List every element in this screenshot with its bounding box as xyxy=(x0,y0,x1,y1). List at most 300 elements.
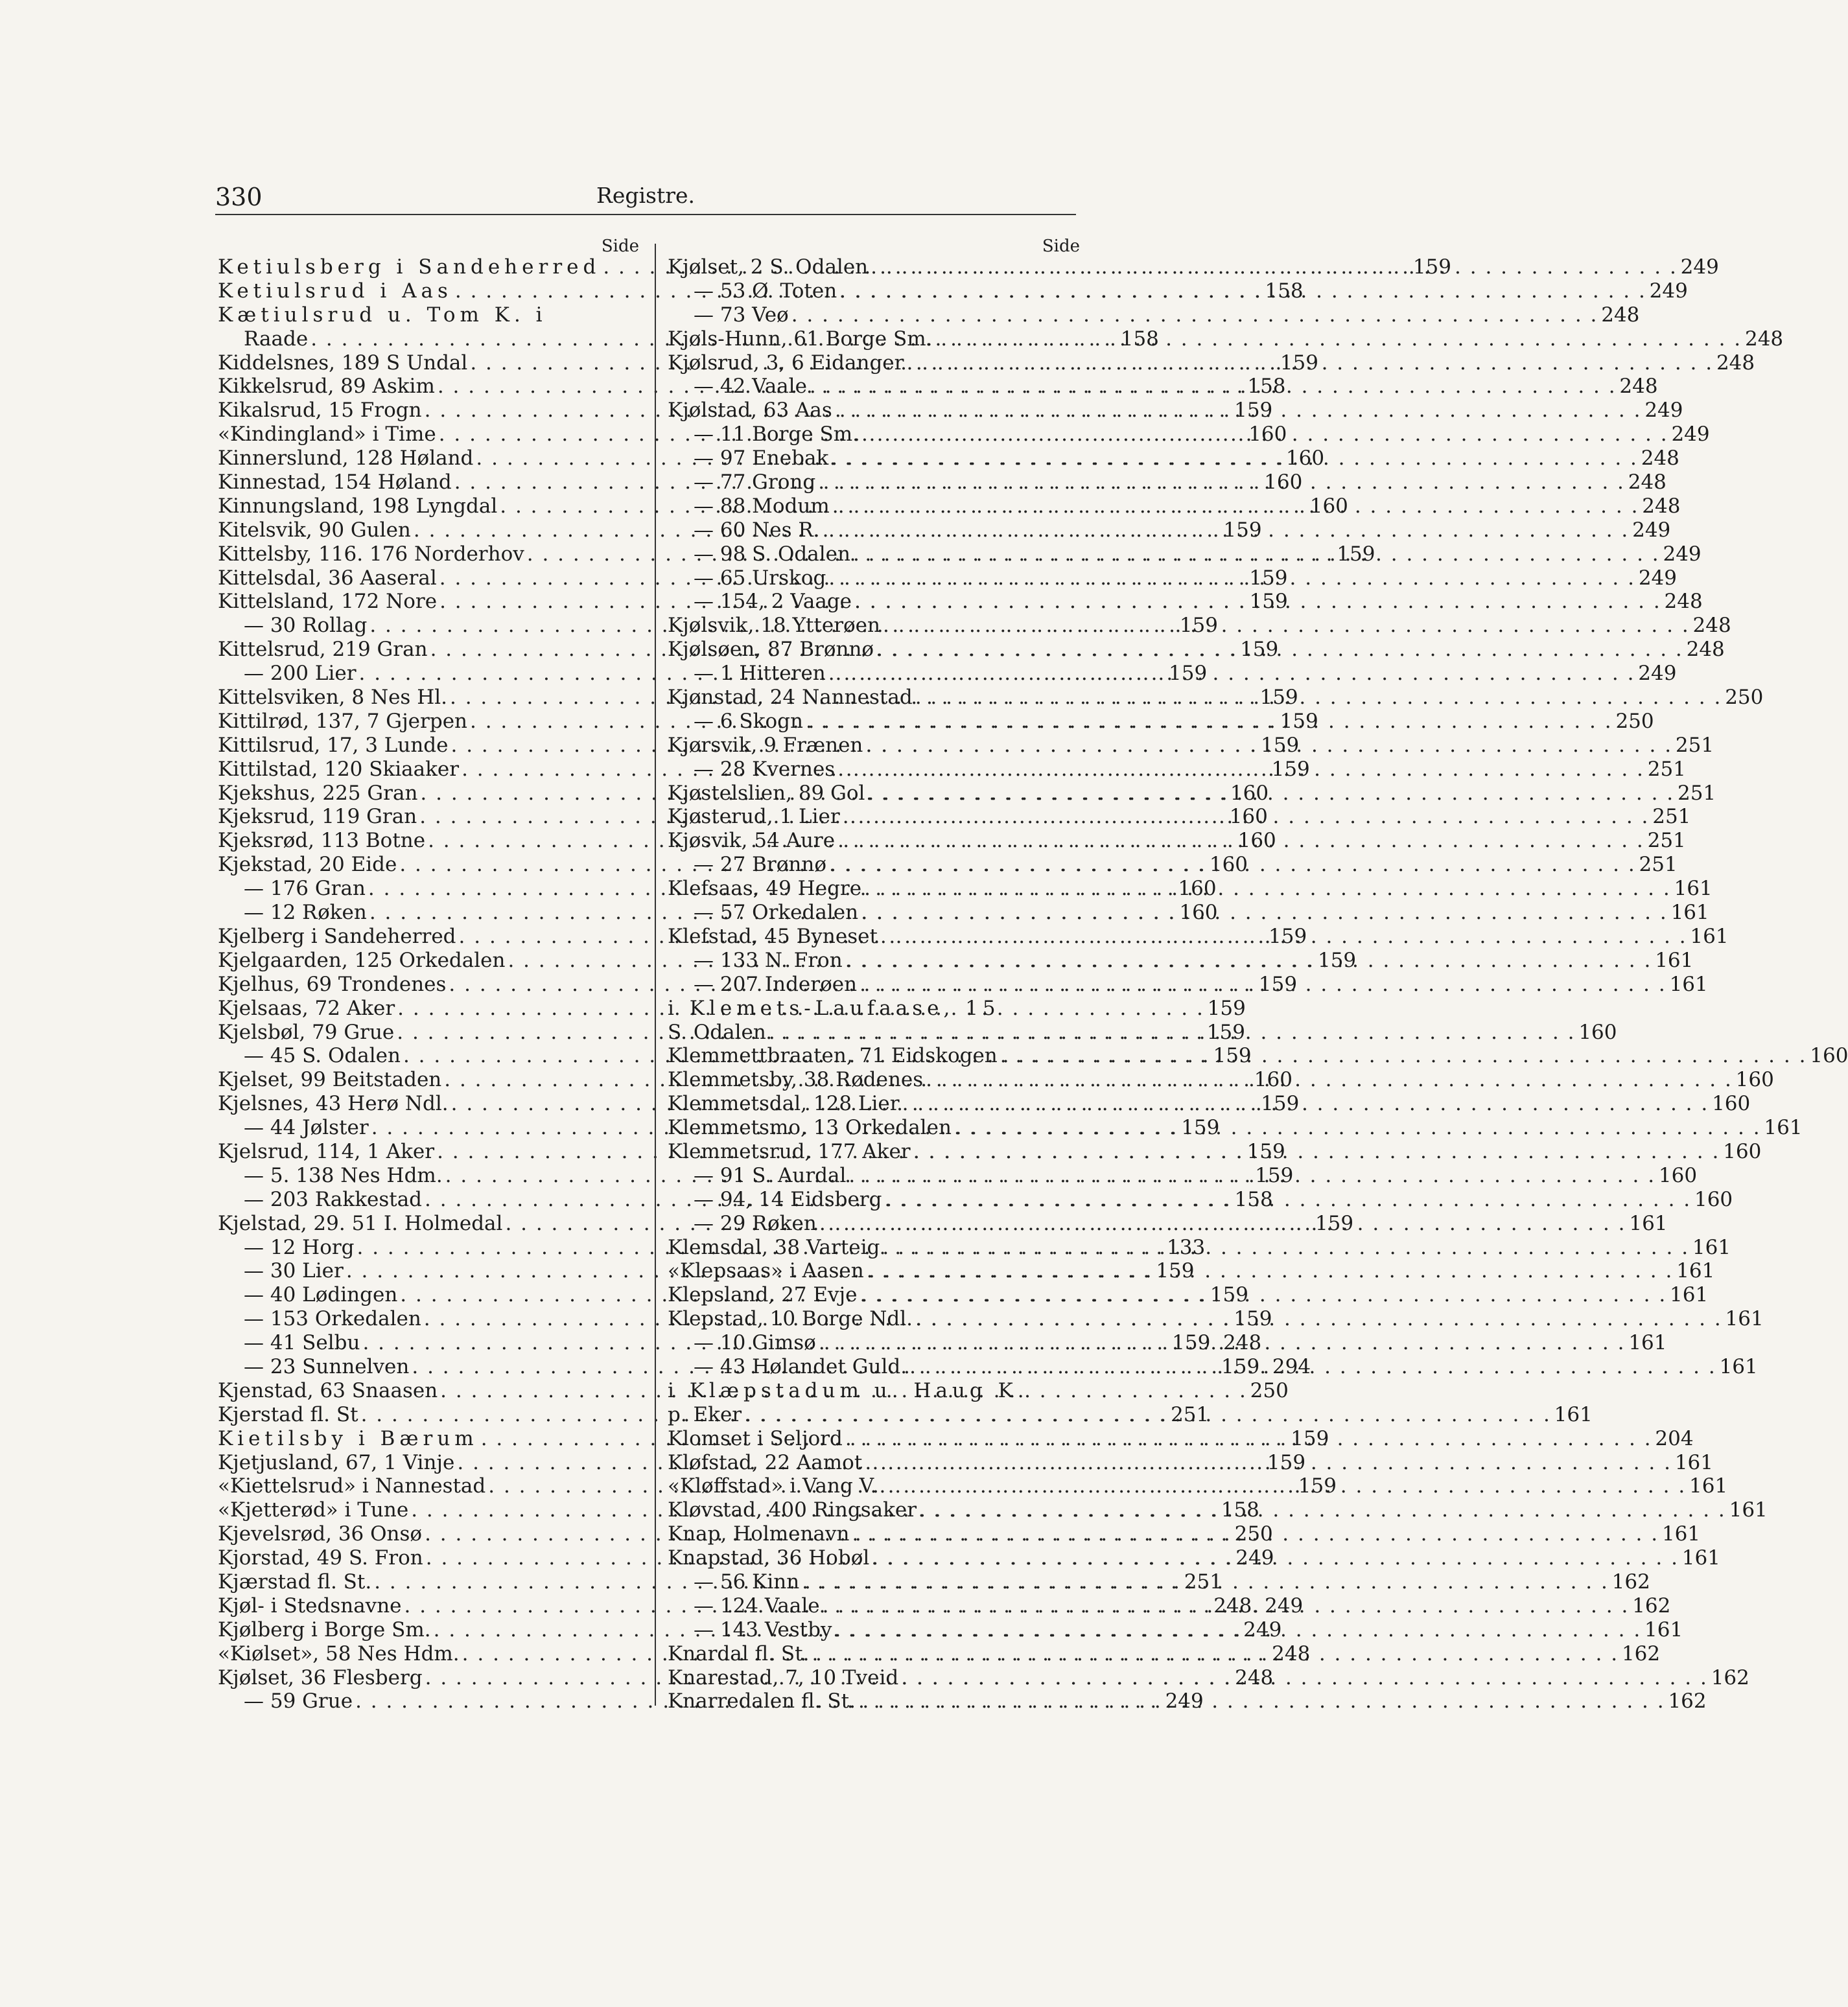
dot-leader xyxy=(923,1068,1735,1092)
entry-page-ref: 161 xyxy=(1669,972,1708,996)
dot-leader xyxy=(843,949,1655,973)
entry-page-ref: 159 xyxy=(1181,1116,1220,1140)
entry-name: Knarestad, 7, 10 Tveid xyxy=(668,1665,899,1689)
dot-leader xyxy=(917,1498,1729,1522)
entry-name: Kløvstad, 400 Ringsaker xyxy=(668,1498,917,1522)
dot-leader xyxy=(817,1212,1629,1236)
entry-name: Klefsaas, 49 Hegre xyxy=(668,877,862,901)
entry-name: Kittilrød, 137, 7 Gjerpen xyxy=(218,709,468,733)
entry-page-ref: 249 xyxy=(1644,399,1683,423)
entry-page-ref: 159 xyxy=(1261,1092,1300,1116)
entry-name: Kittilsrud, 17, 3 Lunde xyxy=(218,733,449,757)
entry-page-ref: 162 xyxy=(1621,1642,1661,1665)
entry-page-ref: 248 xyxy=(1664,590,1703,614)
dot-leader xyxy=(852,590,1664,614)
entry-page-ref: 159 xyxy=(1271,757,1310,781)
entry-page-ref: 160 xyxy=(1254,1068,1292,1092)
entry-name: — 41 Selbu xyxy=(244,1331,360,1355)
entry-name: — 176 Gran xyxy=(244,877,366,901)
entry-name: Knarredalen fl. St. xyxy=(668,1689,856,1713)
entry-name: Knap, Holmenavn xyxy=(668,1522,850,1546)
entry-name: Kjelberg i Sandeherred xyxy=(218,924,456,948)
entry-page-ref: 159 xyxy=(1337,542,1375,566)
entry-page-ref: 249 xyxy=(1638,566,1677,590)
entry-name: — 98 S. Odalen xyxy=(694,542,850,566)
entry-page-ref: 160 xyxy=(1723,1139,1762,1163)
entry-name: Kjekstad, 20 Eide xyxy=(218,853,397,877)
entry-page-ref: 158 xyxy=(1265,279,1304,303)
entry-name: Kjenstad, 63 Snaasen xyxy=(218,1378,438,1402)
entry-page-ref: 159 xyxy=(1269,924,1307,948)
entry-name: — 133 N. Fron xyxy=(694,948,843,972)
entry-name: Knardal fl. St. xyxy=(668,1642,810,1665)
dot-leader xyxy=(799,1570,1611,1594)
entry-name: Klepsland, 27 Evje xyxy=(668,1283,858,1307)
dot-leader xyxy=(789,303,1601,327)
entry-name: Kjølsøen, 87 Brønnø xyxy=(668,638,874,662)
entry-page-ref: 159 xyxy=(1249,566,1288,590)
entry-page-ref: 159 xyxy=(1315,1211,1354,1235)
entry-page-ref: 251 xyxy=(1647,829,1686,853)
entry-name: Kjølstad, 63 Aas xyxy=(668,399,832,423)
entry-name: Kikkelsrud, 89 Askim xyxy=(218,375,435,399)
dot-leader xyxy=(932,327,1744,351)
entry-page-ref: 251 xyxy=(1184,1570,1222,1594)
entry-page-ref: 251 xyxy=(1677,781,1716,805)
entry-page-ref: 161 xyxy=(1725,1307,1764,1331)
entry-page-ref: 159 xyxy=(1234,399,1273,423)
entry-name: Klemmetsrud, 177 Aker xyxy=(668,1139,911,1163)
entry-name: — 207 Inderøen xyxy=(694,972,858,996)
entry-name: — 6 Skogn xyxy=(694,709,803,733)
index-entry xyxy=(218,303,639,327)
entry-name: — 56 Kinn xyxy=(694,1570,800,1594)
dot-leader xyxy=(816,1331,1628,1355)
entry-page-ref: 160 xyxy=(1735,1068,1774,1092)
dot-leader xyxy=(820,518,1632,542)
entry-name: Kjelgaarden, 125 Orkedalen xyxy=(218,948,506,972)
entry-page-ref: 250 xyxy=(1615,709,1654,733)
dot-leader xyxy=(878,925,1690,949)
entry-page-ref: 162 xyxy=(1632,1594,1671,1618)
entry-name: Kløfstad, 22 Aamot xyxy=(668,1450,863,1474)
entry-name: Kjelstad, 29. 51 I. Holmedal xyxy=(218,1211,503,1235)
entry-name: Kittelsland, 172 Nore xyxy=(218,590,438,614)
dot-leader xyxy=(843,1427,1655,1451)
entry-page-ref: 161 xyxy=(1670,901,1709,925)
entry-name: Klemmetsby, 38 Rødenes xyxy=(668,1068,924,1092)
entry-name: Kjelsnes, 43 Herø Ndl. xyxy=(218,1092,449,1116)
entry-name: — 53 Ø. Toten xyxy=(694,279,837,303)
entry-page-ref: 251 xyxy=(1171,1402,1210,1426)
index-entry xyxy=(668,303,1640,327)
entry-page-ref: 159 xyxy=(1207,996,1246,1020)
entry-name: — 91 S. Aurdal xyxy=(694,1163,847,1187)
entry-name: Kietilsby i Bærum xyxy=(218,1426,478,1450)
entry-name: Kjekshus, 225 Gran xyxy=(218,781,418,805)
index-entry xyxy=(668,1379,1080,1403)
dot-leader xyxy=(809,1642,1621,1666)
entry-page-ref: 159 xyxy=(1255,1163,1294,1187)
column-divider xyxy=(655,244,656,1706)
entry-page-ref: 159 xyxy=(1249,590,1288,614)
dot-leader xyxy=(849,1522,1661,1546)
page-header xyxy=(215,183,1076,211)
entry-page-ref: 159 xyxy=(1280,351,1318,375)
entry-page-ref: 159 xyxy=(1234,1307,1272,1331)
entry-name: — 77 Grong xyxy=(694,470,816,494)
dot-leader xyxy=(865,782,1677,806)
entry-name: — 23 Sunnelven xyxy=(244,1354,410,1378)
entry-name: — 40 Lødingen xyxy=(244,1283,398,1307)
entry-name: Kjøsvik, 54 Aure xyxy=(668,829,836,853)
entry-page-ref: 159 xyxy=(1259,686,1298,710)
index-entry xyxy=(668,1068,1774,1092)
entry-page-ref: 158 xyxy=(1221,1498,1259,1522)
entry-name: «Kindingland» i Time xyxy=(218,423,436,447)
entry-name: Kjøls-Hunn, 61 Borge Sm. xyxy=(668,327,933,351)
entry-page-ref: 159 xyxy=(1223,518,1262,542)
dot-leader xyxy=(826,566,1638,590)
dot-leader xyxy=(880,614,1692,638)
page-number: 330 xyxy=(215,183,263,211)
entry-name: — 1 Hitteren xyxy=(694,662,826,686)
entry-page-ref: 159 xyxy=(1156,1259,1195,1283)
entry-page-ref: 160 xyxy=(1178,877,1217,901)
entry-page-ref: 161 xyxy=(1689,1474,1728,1498)
entry-name: Kjøl- i Stedsnavne xyxy=(218,1594,402,1618)
entry-name: Kittelsrud, 219 Gran xyxy=(218,638,428,662)
entry-name: Kinnungsland, 198 Lyngdal xyxy=(218,494,498,518)
entry-name: i Klemets-Laufaase, 15 xyxy=(668,996,1000,1020)
entry-page-ref: 161 xyxy=(1629,1211,1668,1235)
entry-name: Kjøsterud, 1 Lier xyxy=(668,805,840,829)
entry-page-ref: 159 xyxy=(1317,948,1357,972)
entry-page-ref: 159 xyxy=(1169,662,1208,686)
entry-name: Kjønstad, 24 Nannestad xyxy=(668,686,913,710)
entry-page-ref: 159 xyxy=(1280,709,1318,733)
entry-name: Kittelsdal, 36 Aaseral xyxy=(218,566,437,590)
entry-name: Kjerstad fl. St xyxy=(218,1402,358,1426)
dot-leader xyxy=(832,1618,1644,1642)
entry-name: — 73 Veø xyxy=(694,303,789,327)
entry-name: — 57 Orkedalen xyxy=(694,901,859,925)
entry-page-ref: 159 xyxy=(1179,614,1218,638)
entry-page-ref: 162 xyxy=(1611,1570,1650,1594)
entry-name: Knapstad, 36 Hobøl xyxy=(668,1546,870,1570)
entry-page-ref: 249 xyxy=(1632,518,1671,542)
entry-name: Kjelhus, 69 Trondenes xyxy=(218,972,447,996)
entry-page-ref: 159 xyxy=(1267,1450,1306,1474)
dot-leader xyxy=(820,1594,1632,1618)
entry-page-ref: 160 xyxy=(1230,781,1269,805)
entry-name: — 88 Modum xyxy=(694,494,830,518)
entry-page-ref: 248 xyxy=(1716,351,1755,375)
entry-name: — 12 Røken xyxy=(244,901,367,925)
entry-name: i Klæpstadum u. Haug K. xyxy=(668,1378,1029,1402)
entry-name: — 11 Borge Sm. xyxy=(694,423,859,447)
entry-name: Klefstad, 45 Byneset xyxy=(668,924,878,948)
dot-leader xyxy=(826,853,1639,877)
entry-page-ref: 248 xyxy=(1628,470,1667,494)
entry-page-ref: 161 xyxy=(1692,1235,1731,1259)
entry-name: Kjorstad, 49 S. Fron xyxy=(218,1546,423,1570)
entry-page-ref: 159 xyxy=(1246,1139,1285,1163)
entry-name: Kjeksrud, 119 Gran xyxy=(218,805,417,829)
entry-name: — 97 Enebak xyxy=(694,447,829,470)
entry-name: — 143 Vestby xyxy=(694,1618,832,1642)
dot-leader xyxy=(952,1116,1764,1140)
entry-page-ref: 248 xyxy=(1692,614,1731,638)
entry-page-ref: 248. 249 xyxy=(1213,1594,1304,1618)
entry-page-ref: 161 xyxy=(1674,877,1713,901)
entry-name: Klemsdal, 38 Varteig xyxy=(668,1235,880,1259)
entry-name: — 29 Røken xyxy=(694,1211,817,1235)
entry-name: Klomset i Seljord xyxy=(668,1426,843,1450)
entry-page-ref: 160 xyxy=(1179,901,1218,925)
entry-name: S. Odalen xyxy=(668,1020,766,1044)
entry-page-ref: 160 xyxy=(1285,447,1325,470)
entry-page-ref: 158 xyxy=(1247,375,1286,399)
entry-page-ref: 161 xyxy=(1661,1522,1701,1546)
dot-leader xyxy=(859,423,1671,447)
entry-page-ref: 161 xyxy=(1655,948,1694,972)
entry-name: Kittelsviken, 8 Nes Hl. xyxy=(218,686,448,710)
entry-name: Kjelsrud, 114, 1 Aker xyxy=(218,1139,435,1163)
entry-name: — 200 Lier xyxy=(244,662,357,686)
entry-page-ref: 249 xyxy=(1243,1618,1282,1642)
entry-page-ref: 249 xyxy=(1165,1689,1204,1713)
dot-leader xyxy=(826,662,1638,686)
entry-page-ref: 248 xyxy=(1642,494,1681,518)
entry-name: Klepstad, 10 Borge Ndl. xyxy=(668,1307,913,1331)
entry-page-ref: 159 xyxy=(1240,638,1279,662)
dot-leader xyxy=(807,375,1619,399)
entry-name: Ketiulsberg i Sandeherred xyxy=(218,255,601,279)
side-heading-left: Side xyxy=(601,237,639,256)
entry-name: Kittelsby, 116. 176 Norderhov xyxy=(218,542,524,566)
entry-page-ref: 250 xyxy=(1250,1378,1289,1402)
dot-leader xyxy=(858,901,1670,925)
entry-page-ref: 249 xyxy=(1235,1546,1274,1570)
entry-name: — 43 Hølandet Guld. xyxy=(694,1354,907,1378)
entry-name: — 153 Orkedalen xyxy=(244,1307,421,1331)
entry-page-ref: 159 xyxy=(1261,733,1300,757)
entry-name: Klemmetsdal, 128 Lier xyxy=(668,1092,900,1116)
entry-name: Kikalsrud, 15 Frogn xyxy=(218,399,422,423)
dot-leader xyxy=(913,1307,1725,1331)
entry-page-ref: 249 xyxy=(1663,542,1702,566)
entry-page-ref: 161 xyxy=(1729,1498,1768,1522)
entry-name: — 10 Gimsø xyxy=(694,1331,816,1355)
entry-name: «Kløffstad» i Vang V. xyxy=(668,1474,877,1498)
entry-page-ref: 251 xyxy=(1652,805,1691,829)
entry-name: — 45 S. Odalen xyxy=(244,1044,401,1068)
entry-name: Kjelsaas, 72 Aker xyxy=(218,996,395,1020)
dot-leader xyxy=(877,1474,1689,1498)
dot-leader xyxy=(863,734,1675,758)
entry-name: Kjøstelslien, 89 Gol xyxy=(668,781,865,805)
entry-page-ref: 159 xyxy=(1412,255,1451,279)
dot-leader xyxy=(828,447,1641,470)
side-heading-right: Side xyxy=(1042,237,1080,256)
entry-name: — 65 Urskog xyxy=(694,566,826,590)
entry-page-ref: 161 xyxy=(1690,924,1729,948)
entry-name: Kjølset, 36 Flesberg xyxy=(218,1665,423,1689)
entry-name: Kjølberg i Borge Sm. xyxy=(218,1618,431,1642)
entry-name: Kjelset, 99 Beitstaden xyxy=(218,1068,442,1092)
dot-leader xyxy=(874,638,1686,662)
entry-name: — 42 Vaale xyxy=(694,375,807,399)
dot-leader xyxy=(846,1164,1658,1188)
entry-page-ref: 160 xyxy=(1309,494,1348,518)
entry-page-ref: 161 xyxy=(1676,1259,1715,1283)
header-rule xyxy=(215,214,1076,215)
entry-page-ref: 160 xyxy=(1658,1163,1698,1187)
entry-page-ref: 160 xyxy=(1237,829,1276,853)
dot-leader xyxy=(904,351,1716,375)
entry-name: Kiddelsnes, 189 S Undal xyxy=(218,351,468,375)
entry-page-ref: 159 xyxy=(1213,1044,1252,1068)
entry-page-ref: 161 xyxy=(1554,1402,1593,1426)
entry-page-ref: 250 xyxy=(1234,1522,1273,1546)
entry-name: Kitelsvik, 90 Gulen xyxy=(218,518,411,542)
dot-leader xyxy=(869,1546,1681,1570)
entry-page-ref: 159 xyxy=(1258,972,1298,996)
entry-page-ref: 159 xyxy=(1291,1426,1329,1450)
entry-name: «Klepsaas» i Aasen xyxy=(668,1259,864,1283)
entry-page-ref: 251 xyxy=(1639,853,1678,877)
entry-page-ref: 160 xyxy=(1248,423,1287,447)
dot-leader xyxy=(837,279,1649,303)
entry-name: «Kiølset», 58 Nes Hdm. xyxy=(218,1642,460,1665)
entry-name: — 94, 14 Eidsberg xyxy=(694,1187,882,1211)
entry-page-ref: 160 xyxy=(1264,470,1303,494)
entry-name: Ketiulsrud i Aas xyxy=(218,279,452,303)
dot-leader xyxy=(840,805,1652,829)
entry-page-ref: 248 xyxy=(1601,303,1640,327)
entry-name: Kjærstad fl. St. xyxy=(218,1570,372,1594)
entry-name: Kjølsvik, 18 Ytterøen xyxy=(668,614,880,638)
entry-page-ref: 248 xyxy=(1619,375,1658,399)
entry-name: Kjeksrød, 113 Botne xyxy=(218,829,426,853)
entry-name: — 12 Horg xyxy=(244,1235,355,1259)
entry-name: Klemmettbraaten, 71 Eidskogen xyxy=(668,1044,998,1068)
entry-name: — 203 Rakkestad xyxy=(244,1187,423,1211)
entry-name: «Kjetterød» i Tune xyxy=(218,1498,409,1522)
entry-name: — 30 Rollag xyxy=(244,614,368,638)
entry-page-ref: 161 xyxy=(1719,1354,1758,1378)
entry-page-ref: 251 xyxy=(1647,757,1686,781)
entry-name: — 27 Brønnø xyxy=(694,853,827,877)
entry-name: Kinnerslund, 128 Høland xyxy=(218,447,474,470)
dot-leader xyxy=(862,1451,1674,1475)
dot-leader xyxy=(830,494,1642,518)
dot-leader xyxy=(742,1403,1554,1427)
entry-name: Kjølsrud, 3, 6 Eidanger xyxy=(668,351,904,375)
dot-leader xyxy=(864,1259,1676,1283)
entry-name: Kjetjusland, 67, 1 Vinje xyxy=(218,1450,455,1474)
entry-page-ref: 249 xyxy=(1638,662,1677,686)
entry-page-ref: 133 xyxy=(1167,1235,1206,1259)
entry-name: Kjevelsrød, 36 Onsø xyxy=(218,1522,423,1546)
entry-page-ref: 248 xyxy=(1235,1665,1274,1689)
entry-page-ref: 160 xyxy=(1694,1187,1733,1211)
entry-page-ref: 249 xyxy=(1671,423,1710,447)
entry-page-ref: 249 xyxy=(1680,255,1719,279)
dot-leader xyxy=(857,973,1669,997)
dot-leader xyxy=(868,255,1680,279)
dot-leader xyxy=(803,710,1615,734)
entry-page-ref: 160 xyxy=(1229,805,1268,829)
dot-leader xyxy=(882,1188,1694,1212)
entry-name: — 30 Lier xyxy=(244,1259,344,1283)
entry-page-ref: 161 xyxy=(1674,1450,1713,1474)
dot-leader xyxy=(832,399,1644,423)
dot-leader xyxy=(815,470,1628,494)
entry-name: Kjelsbøl, 79 Grue xyxy=(218,1020,395,1044)
dot-leader xyxy=(998,1044,1810,1068)
entry-name: — 60 Nes R. xyxy=(694,518,820,542)
entry-page-ref: 251 xyxy=(1675,733,1714,757)
entry-page-ref: 204 xyxy=(1655,1426,1694,1450)
entry-name: p. Eker xyxy=(668,1402,742,1426)
entry-page-ref: 159. 294 xyxy=(1221,1354,1311,1378)
running-title: Registre. xyxy=(596,183,696,208)
entry-page-ref: 162 xyxy=(1668,1689,1707,1713)
entry-page-ref: 249 xyxy=(1649,279,1688,303)
dot-leader xyxy=(835,829,1647,853)
entry-page-ref: 161 xyxy=(1670,1283,1709,1307)
entry-page-ref: 159 xyxy=(1210,1283,1248,1307)
entry-page-ref: 248 xyxy=(1686,638,1725,662)
entry-name: Kjølset, 2 S. Odalen xyxy=(668,255,869,279)
entry-name: Kætiulsrud u. Tom K. i xyxy=(218,303,547,327)
entry-page-ref: 248 xyxy=(1272,1642,1311,1665)
entry-name: — 44 Jølster xyxy=(244,1116,369,1140)
entry-page-ref: 248 xyxy=(1744,327,1784,351)
dot-leader xyxy=(907,1355,1719,1379)
entry-name: Kinnestad, 154 Høland xyxy=(218,470,452,494)
dot-leader xyxy=(835,758,1647,782)
entry-name: «Kiettelsrud» i Nannestad xyxy=(218,1474,486,1498)
entry-page-ref: 161 xyxy=(1644,1618,1683,1642)
entry-page-ref: 159 xyxy=(1298,1474,1337,1498)
entry-page-ref: 161 xyxy=(1681,1546,1720,1570)
entry-page-ref: 250 xyxy=(1725,686,1764,710)
dot-leader xyxy=(856,1689,1668,1713)
entry-page-ref: 160 xyxy=(1209,853,1248,877)
dot-leader xyxy=(913,686,1725,710)
dot-leader xyxy=(898,1666,1711,1690)
entry-page-ref: 162 xyxy=(1711,1665,1749,1689)
entry-page-ref: 159. 248 xyxy=(1172,1331,1262,1355)
entry-page-ref: 158 xyxy=(1120,327,1159,351)
entry-page-ref: 161 xyxy=(1764,1116,1803,1140)
entry-page-ref: 158 xyxy=(1234,1187,1273,1211)
entry-page-ref: 160 xyxy=(1810,1044,1848,1068)
dot-leader xyxy=(880,1236,1692,1260)
entry-name: — 124 Vaale xyxy=(694,1594,820,1618)
dot-leader xyxy=(766,1021,1578,1045)
entry-page-ref: 160 xyxy=(1578,1020,1617,1044)
dot-leader xyxy=(911,1140,1723,1164)
dot-leader xyxy=(861,877,1674,901)
entry-name: — 28 Kvernes xyxy=(694,757,836,781)
entry-name: Klemmetsmo, 13 Orkedalen xyxy=(668,1116,952,1140)
entry-name: Raade xyxy=(244,327,309,351)
entry-page-ref: 159 xyxy=(1206,1020,1245,1044)
